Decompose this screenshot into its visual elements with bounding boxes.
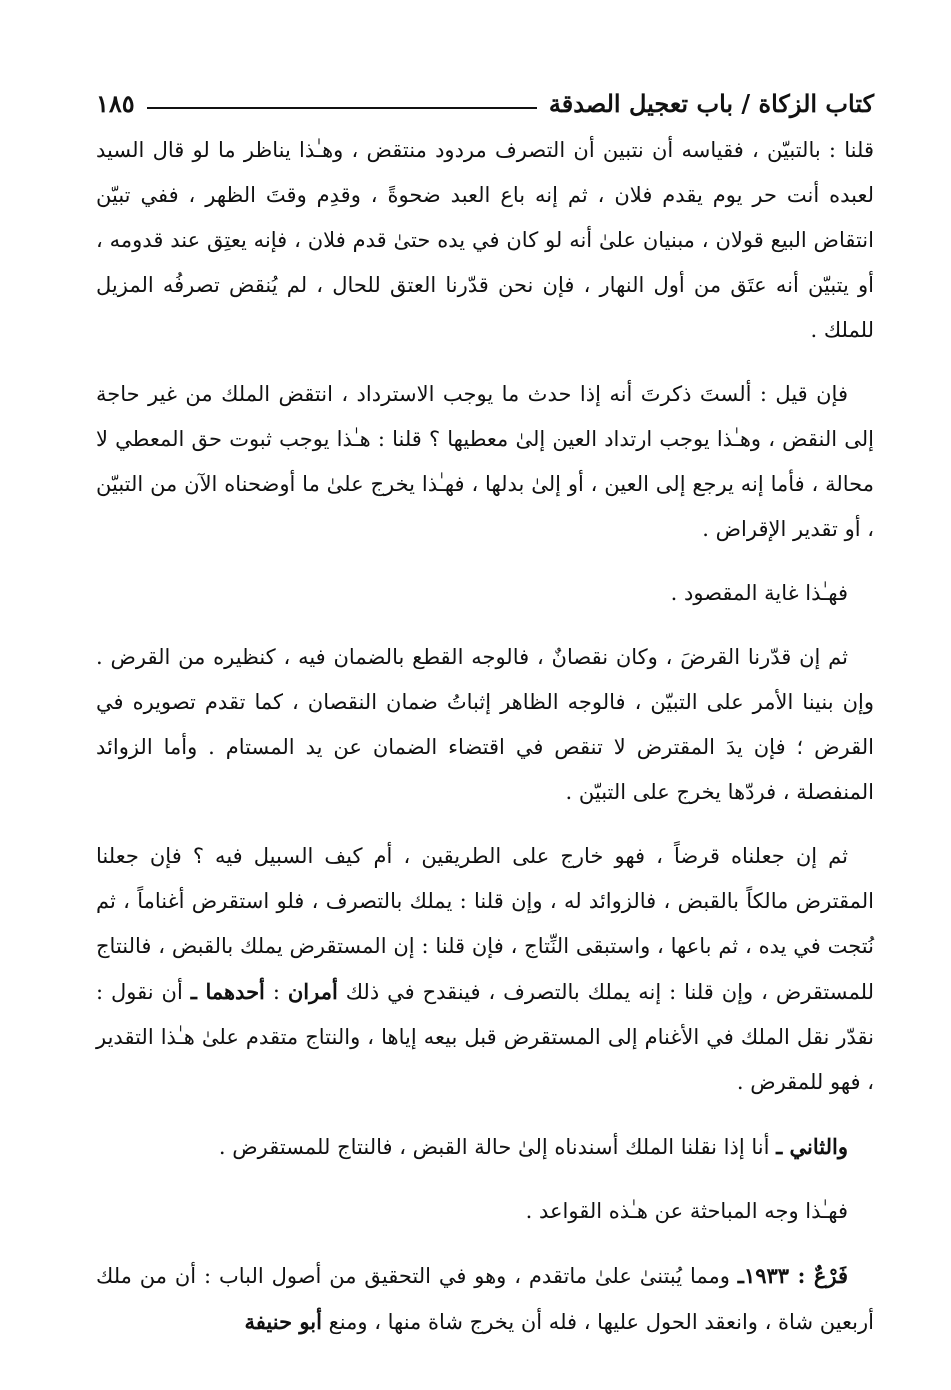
chapter-title: كتاب الزكاة / باب تعجيل الصدقة: [548, 89, 874, 118]
page: [96, 74, 874, 1345]
emphasis: والثاني ـ: [776, 1134, 848, 1159]
paragraph-4: ثم إن قدّرنا القرضَ ، وكان نقصانٌ ، فالوجه القطع بالضمان فيه ، كنظيره من القرض . وإن بنينا الأمر على التبيّن ، فالوجه الظاهر إثباتُ ضمان النقصان ، كما تقدم تصويره في القرض ؛ فإن يدَ المقترض لا تنقص في اقتضاء الضمان عن يد المستام . وأما الزوائد المنفصلة ، فردّها يخرج على التبيّن .: [96, 645, 874, 804]
paragraph-5: ثم إن جعلناه قرضاً ، فهو خارج على الطريقين ، أم كيف السبيل فيه ؟ فإن جعلنا المقترض مالكاً بالقبض ، فالزوائد له ، وإن قلنا : يملك بالتصرف ، فلو استقرض أغناماً ، ثم نُتجت في يده ، ثم باعها ، واستبقى النِّتاج ، فإن قلنا : إن المستقرض يملك بالقبض ، فالنتاج للمستقرض ، وإن قلنا : إنه يملك بالتصرف ، فينقدح في ذلك أمران : أحدهما ـ أن نقول : نقدّر نقل الملك في الأغنام إلى المستقرض قبل بيعه إياها ، والنتاج متقدم علىٰ هـٰذا التقدير ، فهو للمقرض .: [96, 844, 874, 1094]
paragraph-3: فهـٰذا غاية المقصود .: [670, 581, 848, 605]
emphasis: أحدهما ـ: [190, 979, 265, 1004]
paragraph-8: فَرْعٌ : ١٩٣٣ـ ومما يُبتنىٰ علىٰ ماتقدم ، وهو في التحقيق من أصول الباب : أن من ملك أربعين شاة ، وانعقد الحول عليها ، فله أن يخرج شاة منها ، ومنع أبو حنيفة: [96, 1263, 874, 1334]
emphasis: أبو حنيفة: [244, 1309, 322, 1334]
emphasis: أمران: [287, 979, 338, 1004]
paragraph-7: فهـٰذا وجه المباحثة عن هـٰذه القواعد .: [525, 1199, 848, 1223]
header-rule: [147, 107, 537, 109]
paragraph-1: قلنا : بالتبيّن ، فقياسه أن نتبين أن التصرف مردود منتقض ، وهـٰذا يناظر ما لو قال السيد لعبده أنت حر يوم يقدم فلان ، ثم إنه باع العبد ضحوةً ، وقدِم وقتَ الظهر ، ففي تبيّن انتقاض البيع قولان ، مبنيان علىٰ أنه لو كان في يده حتىٰ قدم فلان ، فإنه يعتِق عند قدومه ، أو يتبيّن أنه عتَق من أول النهار ، فإن نحن قدّرنا العتق للحال ، لم يُنقض تصرفُه المزيل للملك .: [96, 138, 874, 342]
paragraph-6: والثاني ـ أنا إذا نقلنا الملك أسندناه إلىٰ حالة القبض ، فالنتاج للمستقرض .: [218, 1134, 848, 1159]
emphasis: فَرْعٌ : ١٩٣٣ـ: [737, 1263, 848, 1288]
page-number: ١٨٥: [96, 89, 135, 118]
paragraph-2: فإن قيل : ألستَ ذكرتَ أنه إذا حدث ما يوجب الاسترداد ، انتقض الملك من غير حاجة إلى النقض ، وهـٰذا يوجب ارتداد العين إلىٰ معطيها ؟ قلنا : هـٰذا يوجب ثبوت حق المعطي لا محالة ، فأما إنه يرجع إلى العين ، أو إلىٰ بدلها ، فهـٰذا يخرج علىٰ ما أوضحناه الآن من التبيّن ، أو تقدير الإقراض .: [96, 382, 874, 541]
running-header: [96, 74, 874, 118]
